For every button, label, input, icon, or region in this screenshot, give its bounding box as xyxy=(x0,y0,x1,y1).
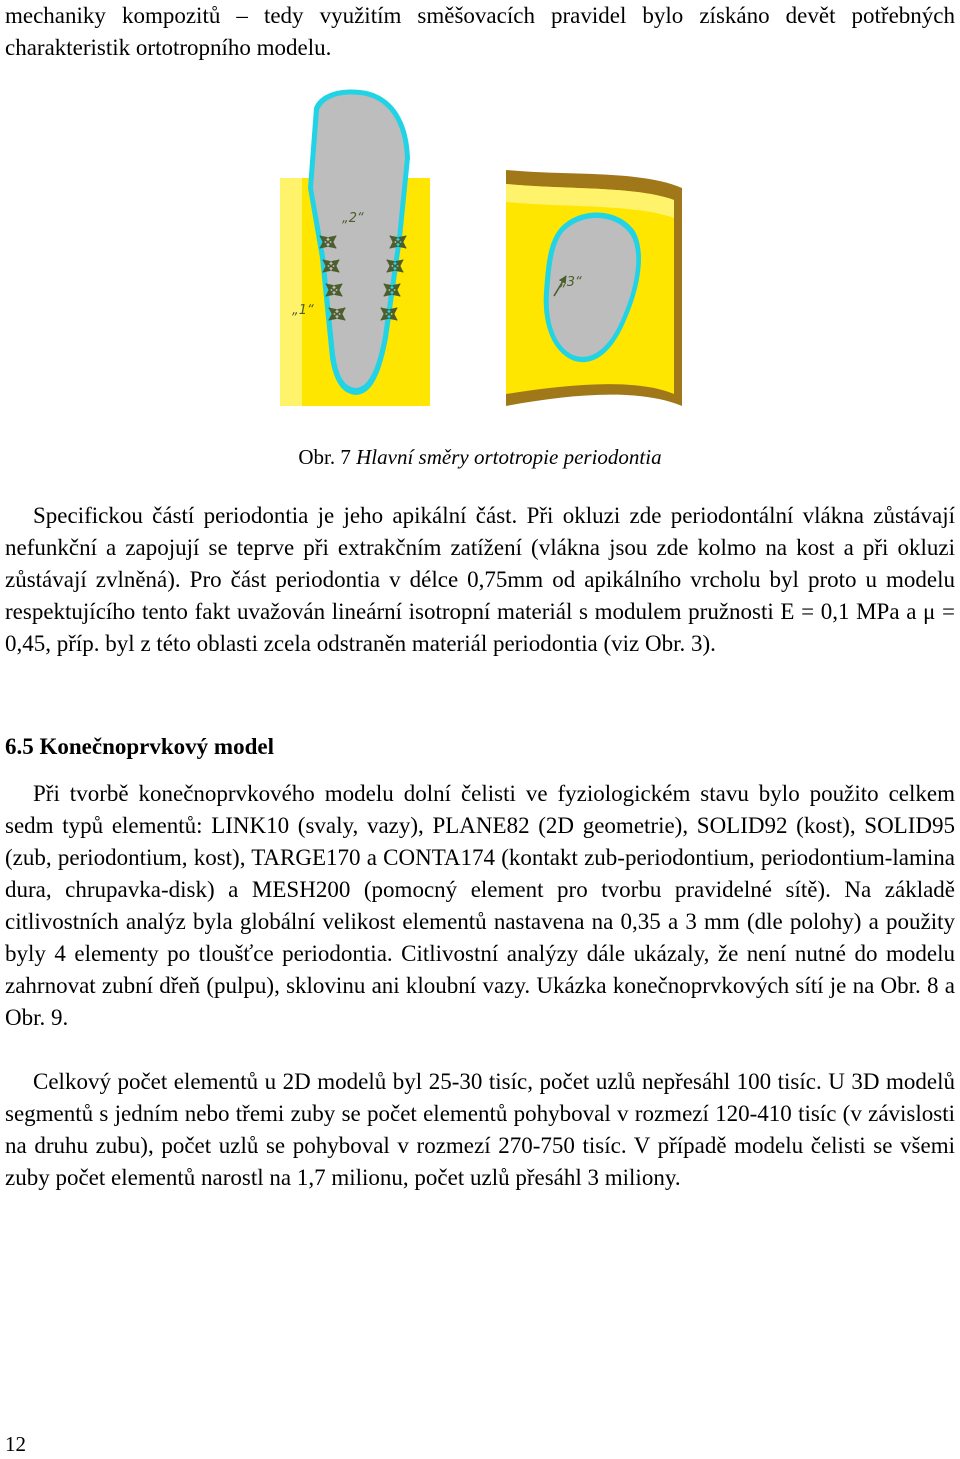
cross-section-diagram xyxy=(506,170,682,406)
section-heading: 6.5 Konečnoprvkový model xyxy=(5,734,274,759)
label-direction-1: „1“ xyxy=(292,303,314,318)
figure-periodontium-orthotropy xyxy=(270,88,690,410)
page-number: 12 xyxy=(5,1432,26,1456)
figure-caption xyxy=(0,443,960,471)
intro-paragraph: mechaniky kompozitů – tedy využitím směšovacích pravidel bylo získáno devět potřebných charakteristik ortotropního modelu. xyxy=(5,3,955,60)
longitudinal-section-diagram xyxy=(280,90,430,406)
paragraph-apical-part: Specifickou částí periodontia je jeho apikální část. Při okluzi zde periodontální vlákna zůstávají nefunkční a zapojují se teprve při extrakčním zatížení (vlákna jsou zde kolmo na kost a při okluzi zůstávají zvlněná). Pro část periodontia v délce 0,75mm od apikálního vrcholu byl proto u modelu respektujícího tento fakt uvažován lineární isotropní materiál s modulem pružnosti E = 0,1 MPa a μ = 0,45, příp. byl z této oblasti zcela odstraněn materiál periodontia (viz Obr. 3). xyxy=(5,503,955,656)
label-direction-2: „2“ xyxy=(342,211,364,226)
caption-title: Hlavní směry ortotropie periodontia xyxy=(356,445,662,469)
caption-number: Obr. 7 xyxy=(298,445,351,469)
paragraph-element-types: Při tvorbě konečnoprvkového modelu dolní čelisti ve fyziologickém stavu bylo použito celkem sedm typů elementů: LINK10 (svaly, vazy), PLANE82 (2D geometrie), SOLID92 (kost), SOLID95 (zub, periodontium, kost), TARGE170 a CONTA174 (kontakt zub-periodontium, periodontium-lamina dura, chrupavka-disk) a MESH200 (pomocný element pro tvorbu pravidelné sítě). Na základě citlivostních analýz byla globální velikost elementů nastavena na 0,35 a 3 mm (dle polohy) a použity byly 4 elementy po tloušťce periodontia. Citlivostní analýzy dále ukázaly, že není nutné do modelu zahrnovat zubní dřeň (pulpu), sklovinu ani kloubní vazy. Ukázka konečnoprvkových sítí je na Obr. 8 a Obr. 9. xyxy=(5,781,955,1030)
paragraph-element-counts: Celkový počet elementů u 2D modelů byl 25-30 tisíc, počet uzlů nepřesáhl 100 tisíc. U 3D modelů segmentů s jedním nebo třemi zuby se počet elementů pohyboval v rozmezí 120-410 tisíc (v závislosti na druhu zubu), počet uzlů se pohyboval v rozmezí 270-750 tisíc. V případě modelu čelisti se všemi zuby počet elementů narostl na 1,7 milionu, počet uzlů přesáhl 3 miliony. xyxy=(5,1069,955,1190)
label-direction-3: „3“ xyxy=(560,275,582,290)
